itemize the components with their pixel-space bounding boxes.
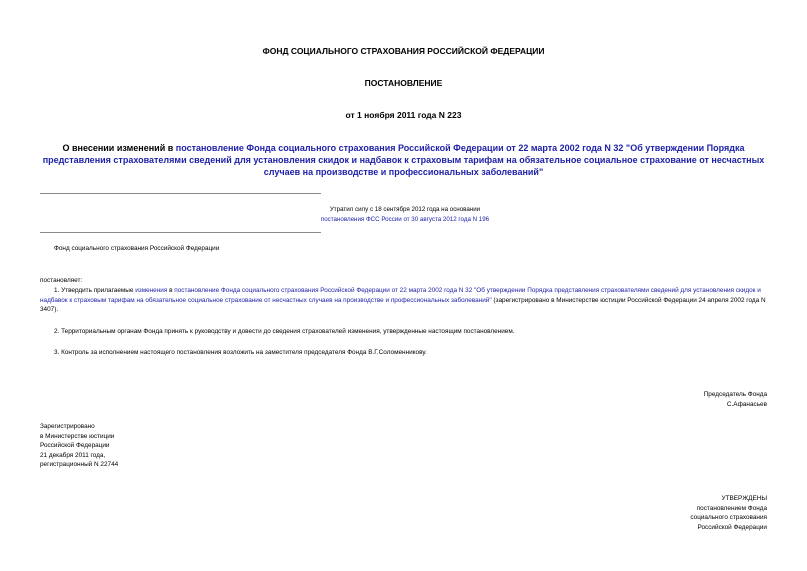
signature-position: Председатель Фонда xyxy=(703,391,767,398)
title-prefix: О внесении изменений в xyxy=(62,143,176,153)
registration-block xyxy=(40,422,118,470)
item-1-start: 1. Утвердить прилагаемые xyxy=(54,287,136,294)
item-1-end: (зарегистрировано в Министерстве юстиции Российской Федерации 24 апреля 2002 года N 3407). xyxy=(40,296,766,313)
divider-top xyxy=(40,193,321,194)
item-3: 3. Контроль за исполнением настоящего постановления возложить на заместителя председателя Фонда В.Г.Соломенникову. xyxy=(54,349,427,356)
title-decree-link[interactable]: постановление Фонда социального страхования Российской Федерации от 22 марта 2002 года N 32 "Об утверждении Порядка представления страхователями сведений для установления скидок и надбавок к страховым тарифам на обязательное социальное страхование от несчастных случаев на производстве и профессиональных заболеваний" xyxy=(42,143,765,177)
status-note-line1: Утратил силу с 18 сентября 2012 года на основании xyxy=(329,206,481,213)
document-type: ПОСТАНОВЛЕНИЕ xyxy=(364,78,443,88)
registration-line: 21 декабря 2011 года, xyxy=(40,451,106,459)
approved-line: УТВЕРЖДЕНЫ xyxy=(721,495,767,502)
item-1-mid: в xyxy=(167,287,175,294)
approved-line: постановлением Фонда xyxy=(696,504,767,512)
status-note xyxy=(200,205,610,225)
issuer-text: Фонд социального страхования Российской Федерации xyxy=(54,245,220,252)
item-1-changes-link[interactable]: изменения xyxy=(135,287,168,294)
signature-name: С.Афанасьев xyxy=(726,400,767,408)
registration-line: в Министерстве юстиции xyxy=(40,432,115,440)
registration-line: регистрационный N 22744 xyxy=(40,461,119,468)
approved-line: Российской Федерации xyxy=(697,523,767,531)
signature-block xyxy=(567,390,767,409)
document-date-number: от 1 ноября 2011 года N 223 xyxy=(345,110,462,120)
status-note-link[interactable]: постановления ФСС России от 30 августа 2012 года N 196 xyxy=(320,216,490,223)
divider-bottom xyxy=(40,232,321,233)
approved-block xyxy=(567,494,767,532)
org-header: ФОНД СОЦИАЛЬНОГО СТРАХОВАНИЯ РОССИЙСКОЙ ФЕДЕРАЦИИ xyxy=(262,46,545,56)
item-1-decree-link[interactable]: постановление Фонда социального страхования Российской Федерации от 22 марта 2002 года N 32 "Об утверждении Порядка представления страхователями сведений для установления скидок и надбавок к страховым тарифам на обязательное социальное страхование от несчастных случаев на производстве и профессиональных заболеваний" xyxy=(40,287,761,304)
resolves-text: постановляет: xyxy=(40,277,83,284)
document-title xyxy=(40,142,767,178)
item-2: 2. Территориальным органам Фонда принять к руководству и довести до сведения страхователей изменения, утвержденные настоящим постановлением. xyxy=(54,328,515,335)
registration-line: Российской Федерации xyxy=(40,442,110,449)
registration-line: Зарегистрировано xyxy=(40,423,95,430)
approved-line: социального страхования xyxy=(690,514,767,521)
item-1 xyxy=(40,286,767,315)
